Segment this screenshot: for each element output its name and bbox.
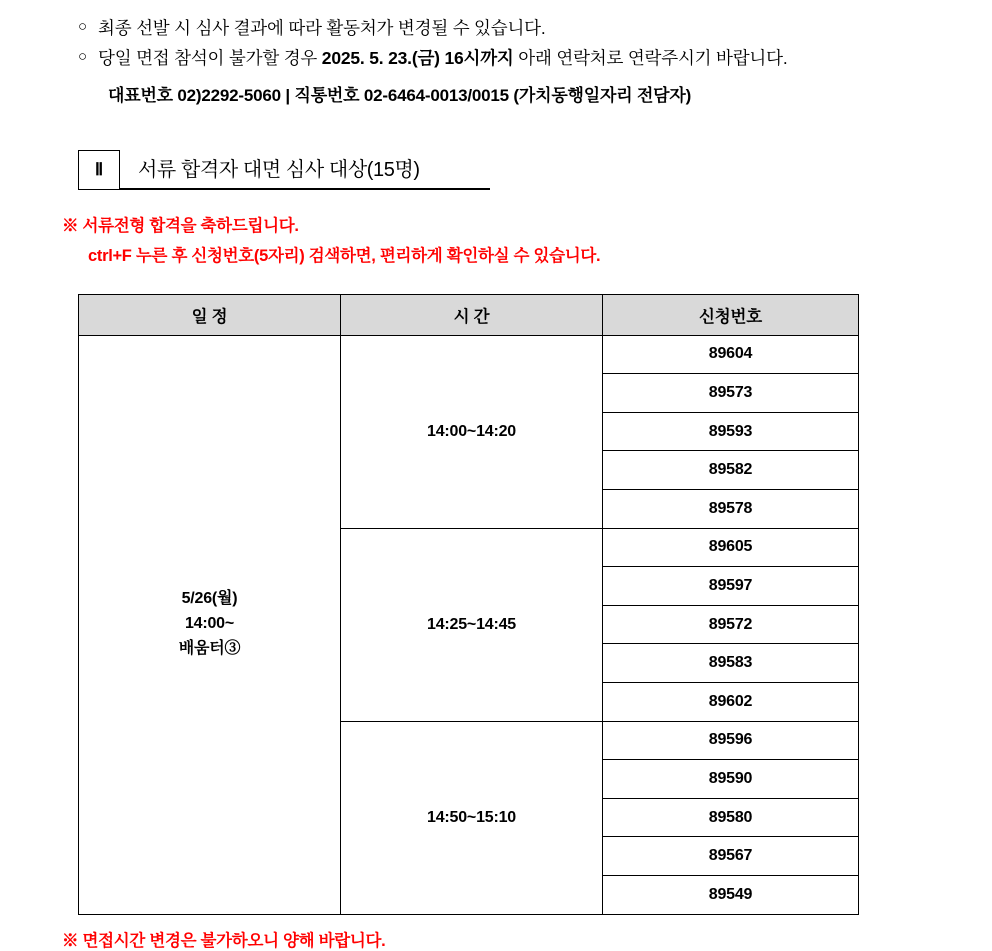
- schedule-table-wrap: [78, 294, 858, 915]
- time-change-note: ※ 면접시간 변경은 불가하오니 양해 바랍니다.: [62, 931, 386, 950]
- application-number: 89596: [603, 721, 859, 760]
- header-time: 시 간: [341, 294, 603, 335]
- application-number: 89573: [603, 374, 859, 413]
- date-cell-line: 14:00~: [184, 615, 235, 633]
- date-cell-line: 5/26(월): [181, 590, 238, 608]
- date-cell: [79, 335, 341, 914]
- notice-text-part: 당일 면접 참석이 불가할 경우: [98, 48, 322, 69]
- application-number: 89602: [603, 683, 859, 722]
- notice-item: [78, 44, 952, 72]
- header-number: 신청번호: [603, 294, 859, 335]
- notice-deadline: 2025. 5. 23.(금) 16시까지: [321, 48, 514, 69]
- circle-bullet-icon: ○: [78, 18, 87, 35]
- time-cell: 14:25~14:45: [341, 528, 603, 721]
- application-number: 89593: [603, 412, 859, 451]
- section-title-wrap: [120, 150, 490, 190]
- application-number: 89604: [603, 335, 859, 374]
- application-number: 89578: [603, 490, 859, 529]
- notice-text: [98, 44, 952, 72]
- notice-list: [0, 14, 992, 73]
- search-tip-note: ctrl+F 누른 후 신청번호(5자리) 검색하면, 편리하게 확인하실 수 있습니다.: [88, 246, 601, 265]
- application-number: 89597: [603, 567, 859, 606]
- application-number: 89549: [603, 876, 859, 915]
- application-number: 89590: [603, 760, 859, 799]
- application-number: 89582: [603, 451, 859, 490]
- circle-bullet-icon: ○: [78, 48, 87, 66]
- header-date: 일 정: [79, 294, 341, 335]
- schedule-table-body: [79, 335, 859, 914]
- contact-line: 대표번호 02)2292-5060 | 직통번호 02-6464-0013/0015 (가치동행일자리 전담자): [108, 85, 692, 105]
- notice-text-part: 아래 연락처로 연락주시기 바랍니다.: [513, 48, 788, 69]
- section-heading: [78, 150, 490, 190]
- time-cell: 14:50~15:10: [341, 721, 603, 914]
- application-number: 89567: [603, 837, 859, 876]
- date-cell-line: 배움터③: [178, 640, 241, 658]
- application-number: 89605: [603, 528, 859, 567]
- section-title: 서류 합격자 대면 심사 대상(15명): [138, 159, 420, 182]
- notice-text: 최종 선발 시 심사 결과에 따라 활동처가 변경될 수 있습니다.: [98, 18, 546, 38]
- application-number: 89580: [603, 798, 859, 837]
- time-cell: 14:00~14:20: [341, 335, 603, 528]
- application-number: 89572: [603, 605, 859, 644]
- section-number-box: Ⅱ: [78, 150, 120, 190]
- table-header-row: [79, 294, 859, 335]
- table-row: [79, 335, 859, 374]
- notice-item: [78, 14, 952, 42]
- schedule-table: [78, 294, 859, 915]
- application-number: 89583: [603, 644, 859, 683]
- congratulations-note: ※ 서류전형 합격을 축하드립니다.: [62, 216, 299, 235]
